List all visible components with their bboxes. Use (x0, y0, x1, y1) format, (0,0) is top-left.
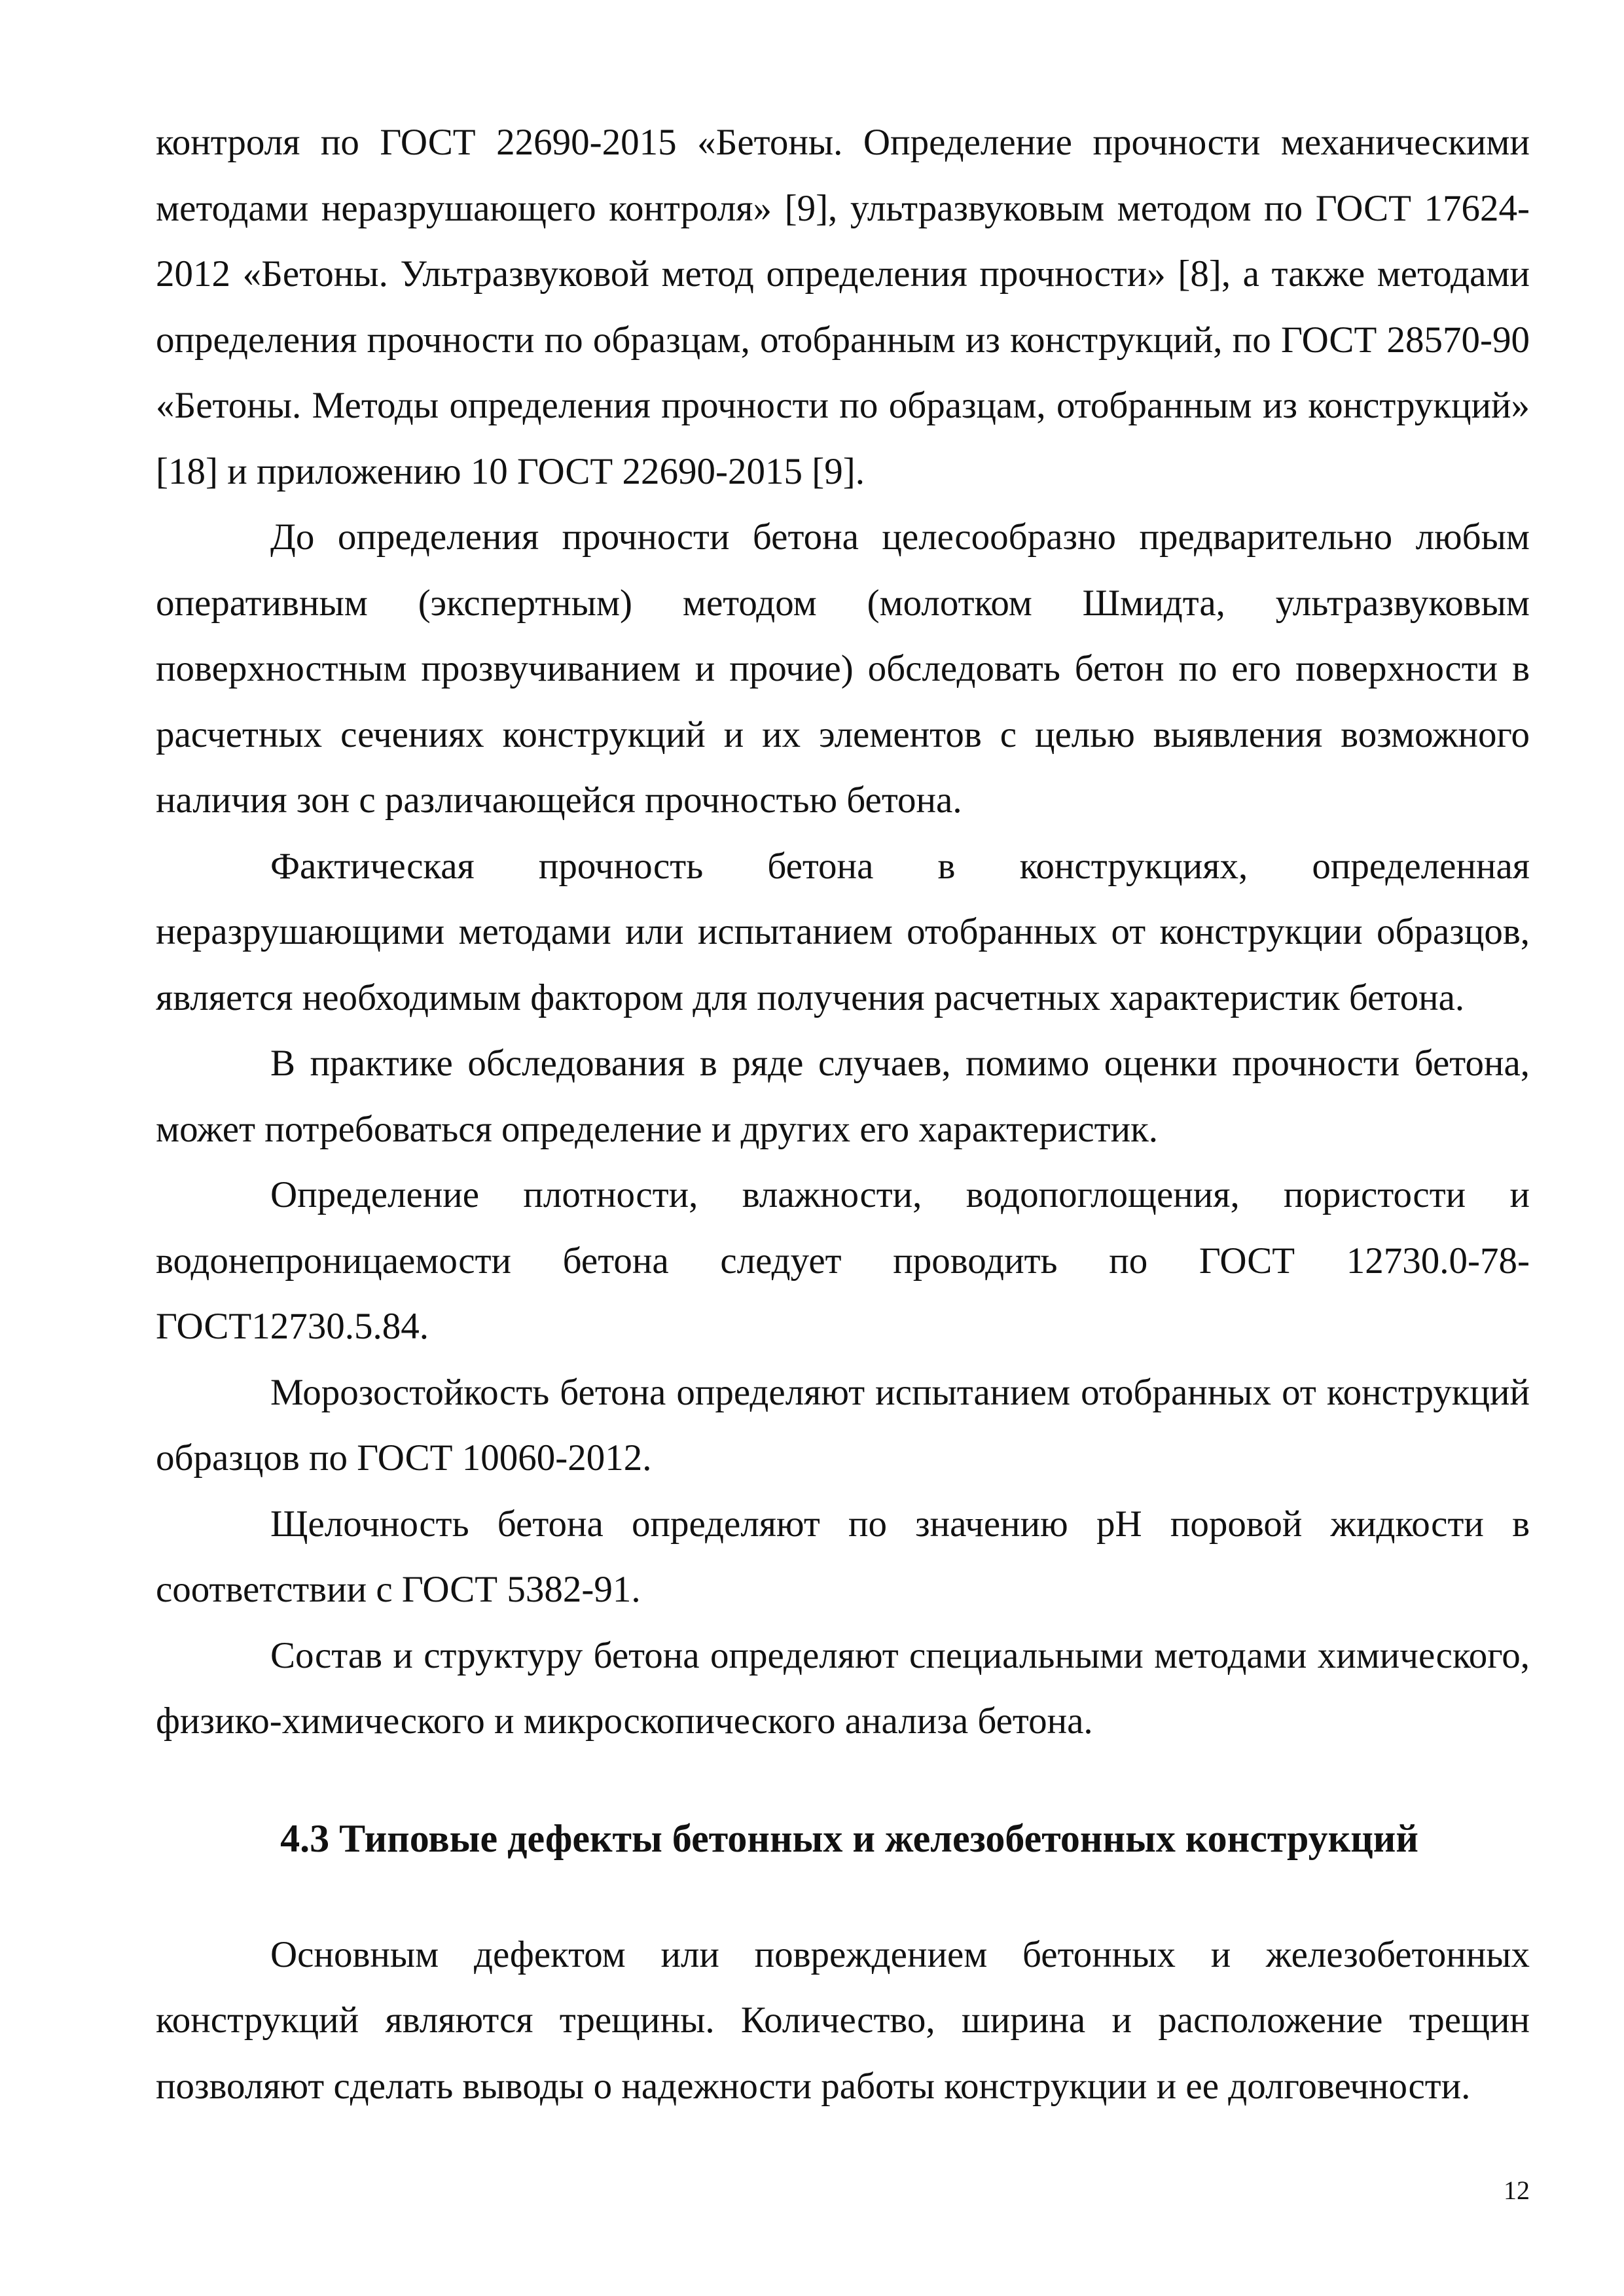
paragraph-density-moisture: Определение плотности, влажности, водопоглощения, пористости и водонепроницаемости бетона следует проводить по ГОСТ 12730.0-78-ГОСТ12730.5.84. (156, 1174, 1530, 1347)
paragraph-composition: Состав и структуру бетона определяют специальными методами химического, физико-химического и микроскопического анализа бетона. (156, 1634, 1530, 1742)
page-body (156, 110, 1530, 2119)
paragraph-other-characteristics: В практике обследования в ряде случаев, помимо оценки прочности бетона, может потребоваться определение и других его характеристик. (156, 1043, 1530, 1150)
paragraph-frost-resistance: Морозостойкость бетона определяют испытанием отобранных от конструкций образцов по ГОСТ 10060-2012. (156, 1371, 1530, 1479)
paragraph-alkalinity: Щелочность бетона определяют по значению pH поровой жидкости в соответствии с ГОСТ 5382-91. (156, 1503, 1530, 1610)
paragraph-continuation: контроля по ГОСТ 22690-2015 «Бетоны. Определение прочности механическими методами неразрушающего контроля» [9], ультразвуковым методом по ГОСТ 17624-2012 «Бетоны. Ультразвуковой метод определения прочности» [8], а также методами определения прочности по образцам, отобранным из конструкций, по ГОСТ 28570-90 «Бетоны. Методы определения прочности по образцам, отобранным из конструкций» [18] и приложению 10 ГОСТ 22690-2015 [9]. (156, 122, 1530, 492)
paragraph-cracks: Основным дефектом или повреждением бетонных и железобетонных конструкций являются трещины. Количество, ширина и расположение трещин позволяют сделать выводы о надежности работы конструкции и ее долговечности. (156, 1933, 1530, 2107)
page-number: 12 (1504, 2176, 1530, 2205)
section-heading: 4.3 Типовые дефекты бетонных и железобетонных конструкций (280, 1816, 1418, 1860)
paragraph-preliminary-survey: До определения прочности бетона целесообразно предварительно любым оперативным (экспертным) методом (молотком Шмидта, ультразвуковым поверхностным прозвучиванием и прочие) обследовать бетон по его поверхности в расчетных сечениях конструкций и их элементов с целью выявления возможного наличия зон с различающейся прочностью бетона. (156, 516, 1530, 821)
paragraph-actual-strength: Фактическая прочность бетона в конструкциях, определенная неразрушающими методами или испытанием отобранных от конструкции образцов, является необходимым фактором для получения расчетных характеристик бетона. (156, 845, 1530, 1018)
